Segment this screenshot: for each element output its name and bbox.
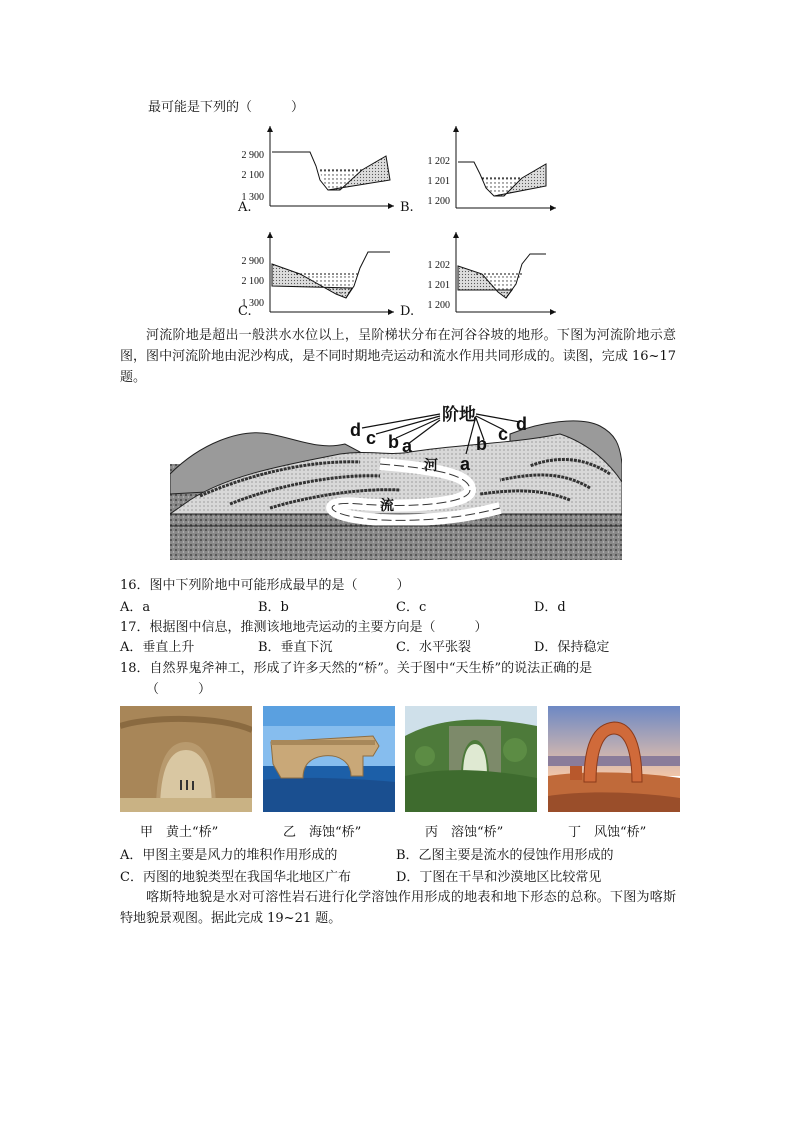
tick-label: 2 900 — [241, 150, 264, 161]
tick-label: 2 100 — [241, 170, 264, 181]
q15-panel-b — [398, 122, 560, 218]
q17-stem: 17．根据图中信息，推测该地地壳运动的主要方向是（ ） — [120, 620, 488, 635]
q16-option-b: B．b — [258, 600, 289, 615]
q18-option-c: C．丙图的地貌类型在我国华北地区广布 — [120, 870, 351, 885]
terrace-title: 阶地 — [442, 405, 476, 424]
q15-panel-c — [236, 228, 396, 324]
terrace-label-left: b — [388, 432, 399, 452]
q18-blank: （ ） — [146, 682, 212, 697]
q15-letter: C. — [238, 304, 252, 319]
q16-option-d: D．d — [534, 600, 566, 615]
terrace-intro: 河流阶地是超出一般洪水水位以上，呈阶梯状分布在河谷谷坡的地形。下图为河流阶地示意图，图中河流阶地由泥沙构成，是不同时期地壳运动和流水作用共同形成的。读图，完成 16~17 题。 — [120, 328, 676, 385]
q18-stem: 18．自然界鬼斧神工，形成了许多天然的“桥”。关于图中“天生桥”的说法正确的是 — [120, 661, 593, 676]
photo-karst-bridge — [405, 706, 537, 812]
q17-option-d: D．保持稳定 — [534, 640, 610, 655]
terrace-label-right: c — [498, 424, 509, 444]
photo-wind-arch — [548, 706, 680, 812]
river-char: 流 — [380, 498, 394, 514]
tick-label: 1 300 — [241, 192, 264, 203]
caption-ding: 丁 风蚀“桥” — [568, 825, 647, 840]
tick-label: 1 200 — [427, 300, 450, 311]
tick-label: 1 201 — [427, 176, 450, 187]
terrace-label-left: d — [350, 420, 361, 440]
q17-option-c: C．水平张裂 — [396, 640, 471, 655]
tick-label: 1 201 — [427, 280, 450, 291]
river-terrace-figure — [170, 404, 622, 564]
q15-panel-d — [398, 228, 560, 324]
karst-intro: 喀斯特地貌是水对可溶性岩石进行化学溶蚀作用形成的地表和地下形态的总称。下图为喀斯特地貌景观图。据此完成 19~21 题。 — [120, 890, 676, 926]
caption-bing: 丙 溶蚀“桥” — [425, 825, 504, 840]
terrace-label-right: b — [476, 434, 487, 454]
tick-label: 1 202 — [427, 260, 450, 271]
tick-label: 2 100 — [241, 276, 264, 287]
terrace-label-right: d — [516, 414, 527, 434]
q17-option-b: B．垂直下沉 — [258, 640, 333, 655]
terrace-label-left: a — [402, 436, 413, 456]
q18-option-d: D．丁图在干旱和沙漠地区比较常见 — [396, 870, 602, 885]
tick-label: 1 200 — [427, 196, 450, 207]
photo-sea-arch — [263, 706, 395, 812]
caption-jia: 甲 黄土“桥” — [140, 825, 219, 840]
q15-stem-tail: 最可能是下列的（ ） — [148, 100, 305, 115]
q18-option-b: B．乙图主要是流水的侵蚀作用形成的 — [396, 848, 614, 863]
q15-letter: B. — [400, 200, 414, 215]
river-char: 河 — [424, 458, 438, 474]
tick-label: 1 300 — [241, 298, 264, 309]
q17-option-a: A．垂直上升 — [120, 640, 195, 655]
q18-option-a: A．甲图主要是风力的堆积作用形成的 — [120, 848, 338, 863]
tick-label: 2 900 — [241, 256, 264, 267]
q16-option-a: A．a — [120, 600, 151, 615]
q15-letter: A. — [238, 200, 252, 215]
q15-panel-a — [236, 122, 396, 218]
q16-stem: 16．图中下列阶地中可能形成最早的是（ ） — [120, 578, 410, 593]
tick-label: 1 202 — [427, 156, 450, 167]
q16-option-c: C．c — [396, 600, 427, 615]
photo-loess-bridge — [120, 706, 252, 812]
caption-yi: 乙 海蚀“桥” — [283, 825, 362, 840]
q15-letter: D. — [400, 304, 415, 319]
terrace-label-left: c — [366, 428, 377, 448]
terrace-label-right: a — [460, 454, 471, 474]
